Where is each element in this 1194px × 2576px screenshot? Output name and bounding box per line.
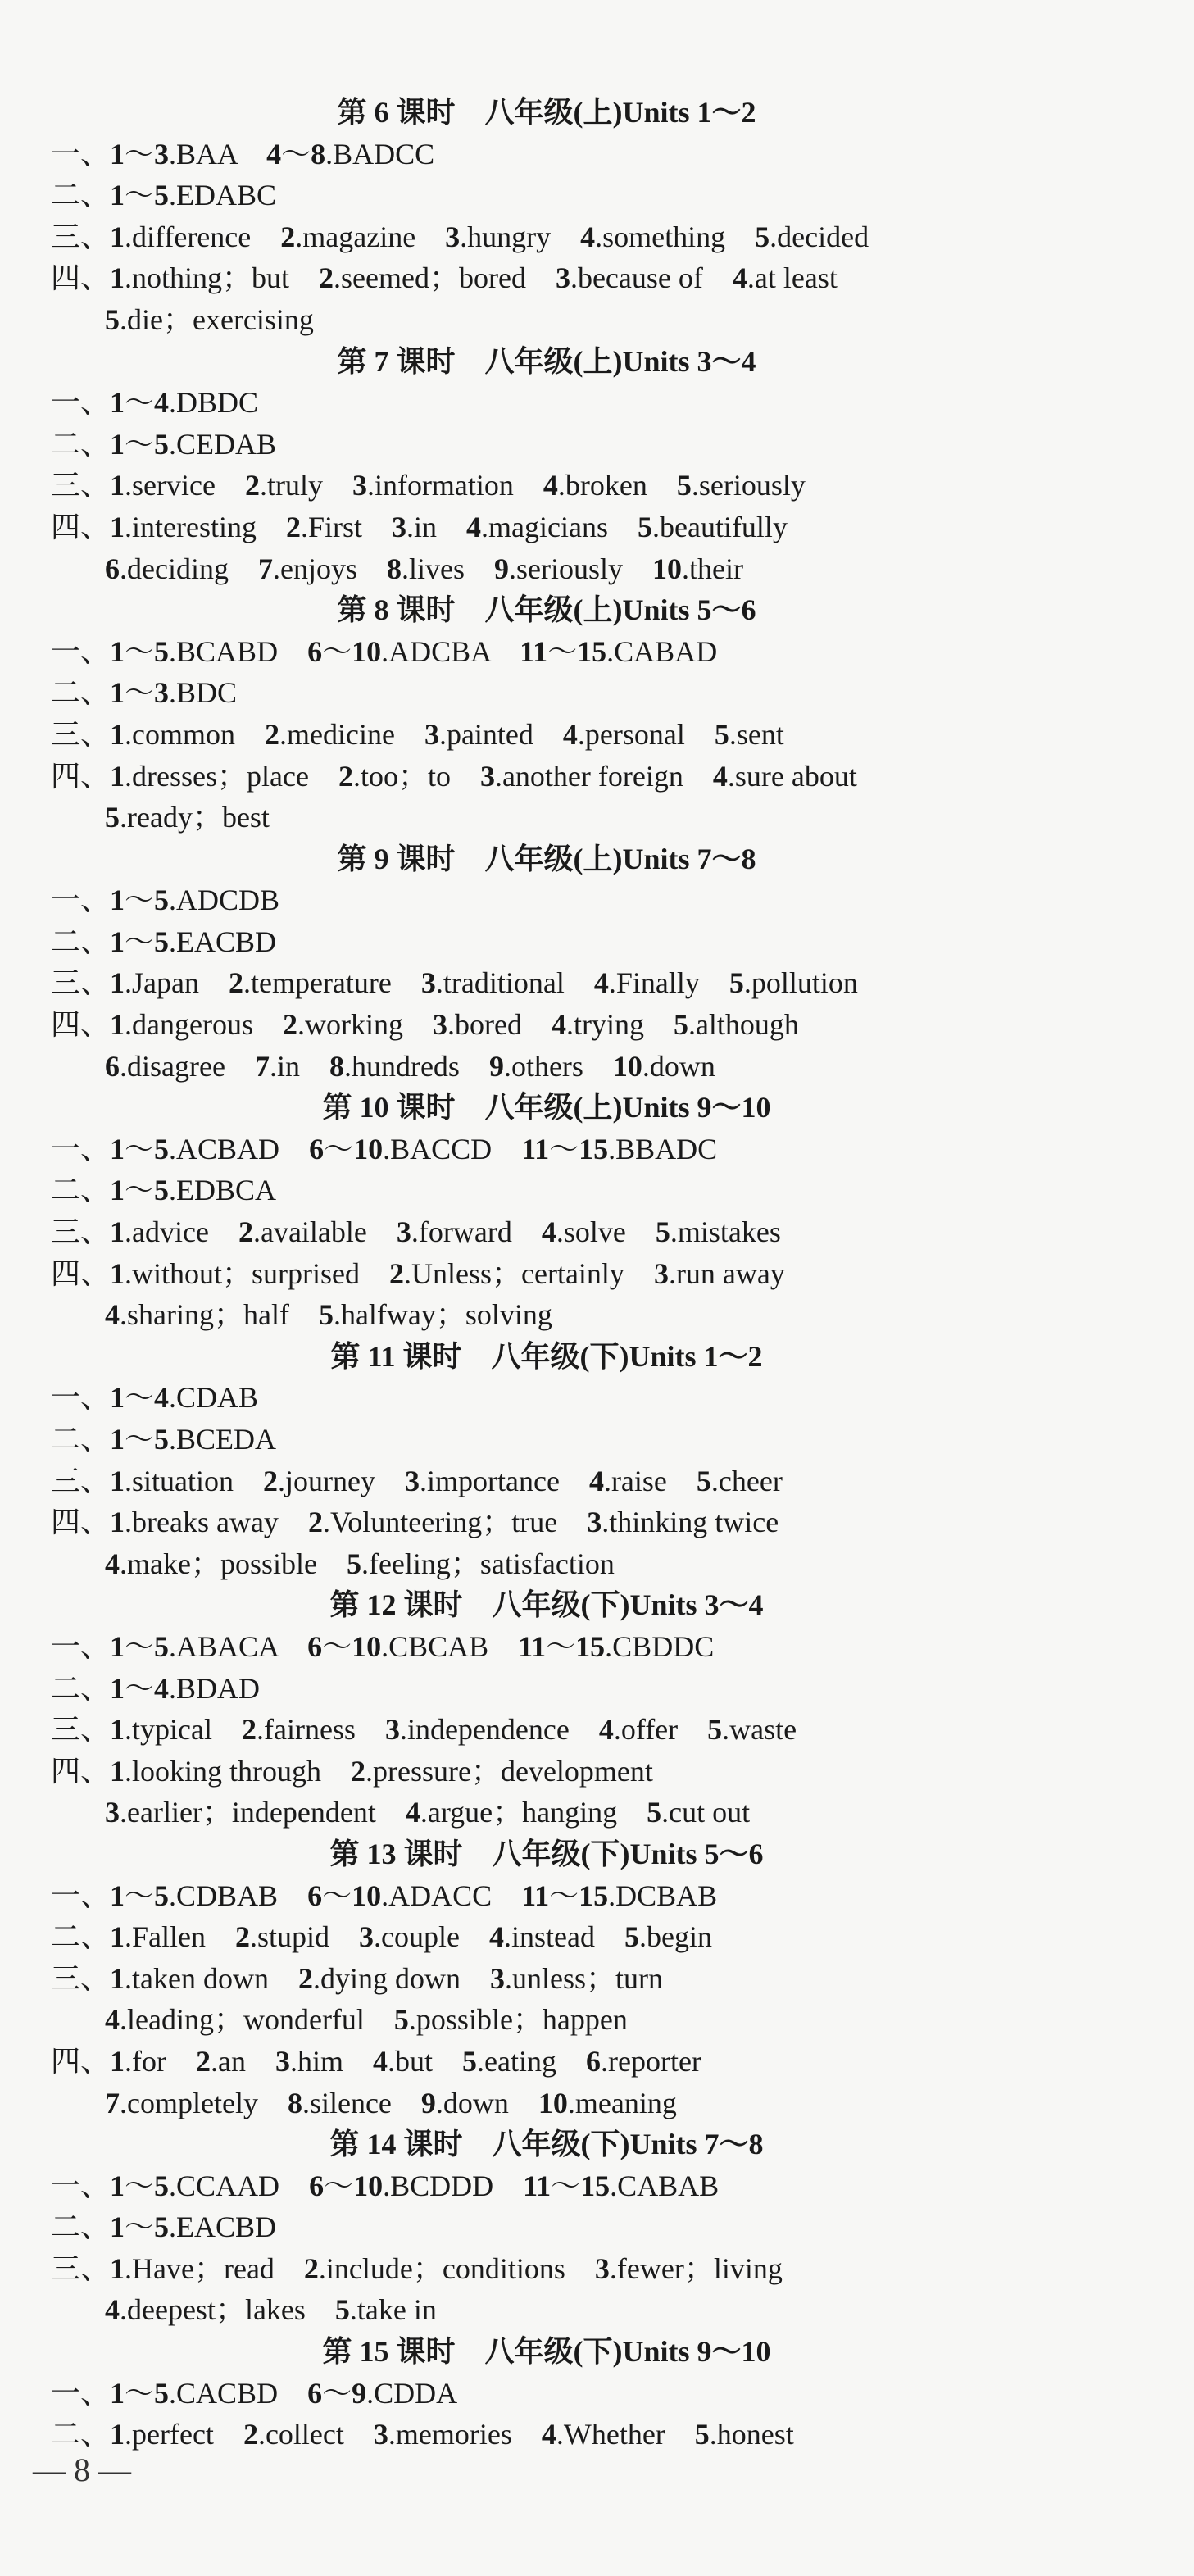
answer-line: 三、1.typical 2.fairness 3.independence 4.offer 5.waste [51, 1713, 797, 1747]
answer-line: 4.deepest；lakes 5.take in [105, 2293, 437, 2327]
answer-line: 三、1.difference 2.magazine 3.hungry 4.something 5.decided [51, 220, 869, 253]
answer-line: 二、1～5.BCEDA [51, 1423, 277, 1456]
answer-line: 4.leading；wonderful 5.possible；happen [105, 2003, 628, 2037]
answer-line: 一、1～5.ABACA 6～10.CBCAB 11～15.CBDDC [51, 1629, 715, 1663]
answer-line: 二、1～5.EACBD [51, 2210, 277, 2244]
answer-line: 四、1.dangerous 2.working 3.bored 4.trying 5.although [51, 1008, 799, 1042]
answer-line: 5.die；exercising [105, 302, 314, 336]
section-heading: 第 11 课时 八年级(下)Units 1～2 [330, 1339, 763, 1373]
answer-line: 三、1.service 2.truly 3.information 4.broken 5.seriously [51, 469, 806, 502]
answer-line: 二、1～5.EDBCA [51, 1174, 277, 1207]
answer-line: 一、1～5.BCABD 6～10.ADCBA 11～15.CABAD [51, 634, 718, 668]
answer-line: 三、1.common 2.medicine 3.painted 4.personal 5.sent [51, 717, 784, 751]
answer-line: 一、1～5.ACBAD 6～10.BACCD 11～15.BBADC [51, 1132, 718, 1165]
answer-line: 二、1～4.BDAD [51, 1671, 261, 1705]
answer-line: 三、1.Have；read 2.include；conditions 3.fewer；living [51, 2251, 783, 2285]
answer-line: 一、1～4.DBDC [51, 386, 259, 420]
answer-line: 一、1～5.ADCDB [51, 884, 280, 917]
answer-line: 二、1～5.EACBD [51, 925, 277, 958]
answer-line: 四、1.for 2.an 3.him 4.but 5.eating 6.reporter [51, 2044, 701, 2078]
answer-line: 一、1～3.BAA 4～8.BADCC [51, 137, 435, 170]
answer-line: 4.make；possible 5.feeling；satisfaction [105, 1547, 615, 1580]
answer-line: 一、1～5.CDBAB 6～10.ADACC 11～15.DCBAB [51, 1879, 718, 1912]
answer-line: 一、1～5.CACBD 6～9.CDDA [51, 2376, 458, 2410]
answer-line: 四、1.looking through 2.pressure；development [51, 1754, 653, 1788]
answer-line: 二、1～3.BDC [51, 676, 238, 710]
section-heading: 第 13 课时 八年级(下)Units 5～6 [329, 1837, 764, 1870]
answer-line: 三、1.situation 2.journey 3.importance 4.raise 5.cheer [51, 1464, 783, 1497]
answer-lines [51, 92, 1194, 2456]
answer-line: 7.completely 8.silence 9.down 10.meaning [105, 2086, 677, 2119]
answer-line: 5.ready；best [105, 801, 270, 834]
answer-line: 三、1.Japan 2.temperature 3.traditional 4.Finally 5.pollution [51, 966, 858, 1000]
section-heading: 第 8 课时 八年级(上)Units 5～6 [337, 593, 756, 627]
answer-line: 二、1～5.EDABC [51, 179, 277, 212]
page-number: — 8 — [33, 2451, 131, 2488]
section-heading: 第 6 课时 八年级(上)Units 1～2 [337, 96, 756, 129]
answer-line: 四、1.nothing；but 2.seemed；bored 3.because of 4.at least [51, 261, 838, 295]
answer-line: 二、1～5.CEDAB [51, 427, 277, 461]
section-heading: 第 12 课时 八年级(下)Units 3～4 [329, 1588, 764, 1622]
answer-line: 二、1.perfect 2.collect 3.memories 4.Whether 5.honest [51, 2418, 794, 2451]
answer-line: 一、1～4.CDAB [51, 1381, 259, 1415]
answer-line: 四、1.breaks away 2.Volunteering；true 3.thinking twice [51, 1506, 779, 1539]
answer-line: 四、1.interesting 2.First 3.in 4.magicians 5.beautifully [51, 510, 788, 543]
answer-line: 三、1.advice 2.available 3.forward 4.solve 5.mistakes [51, 1215, 781, 1249]
section-heading: 第 7 课时 八年级(上)Units 3～4 [337, 344, 756, 378]
answer-line: 四、1.without；surprised 2.Unless；certainly 3.run away [51, 1256, 785, 1290]
section-heading: 第 15 课时 八年级(下)Units 9～10 [322, 2335, 771, 2369]
answer-line: 3.earlier；independent 4.argue；hanging 5.cut out [105, 1796, 751, 1829]
answer-line: 一、1～5.CCAAD 6～10.BCDDD 11～15.CABAB [51, 2169, 720, 2202]
answer-line: 4.sharing；half 5.halfway；solving [105, 1298, 552, 1332]
answer-line: 二、1.Fallen 2.stupid 3.couple 4.instead 5.begin [51, 1920, 712, 1954]
answer-line: 6.deciding 7.enjoys 8.lives 9.seriously 10.their [105, 552, 743, 585]
answer-line: 6.disagree 7.in 8.hundreds 9.others 10.down [105, 1049, 715, 1083]
section-heading: 第 10 课时 八年级(上)Units 9～10 [322, 1091, 771, 1124]
answer-line: 四、1.dresses；place 2.too；to 3.another foreign 4.sure about [51, 759, 857, 793]
section-heading: 第 9 课时 八年级(上)Units 7～8 [337, 842, 756, 875]
answer-line: 三、1.taken down 2.dying down 3.unless；turn [51, 1961, 663, 1995]
section-heading: 第 14 课时 八年级(下)Units 7～8 [329, 2128, 764, 2161]
